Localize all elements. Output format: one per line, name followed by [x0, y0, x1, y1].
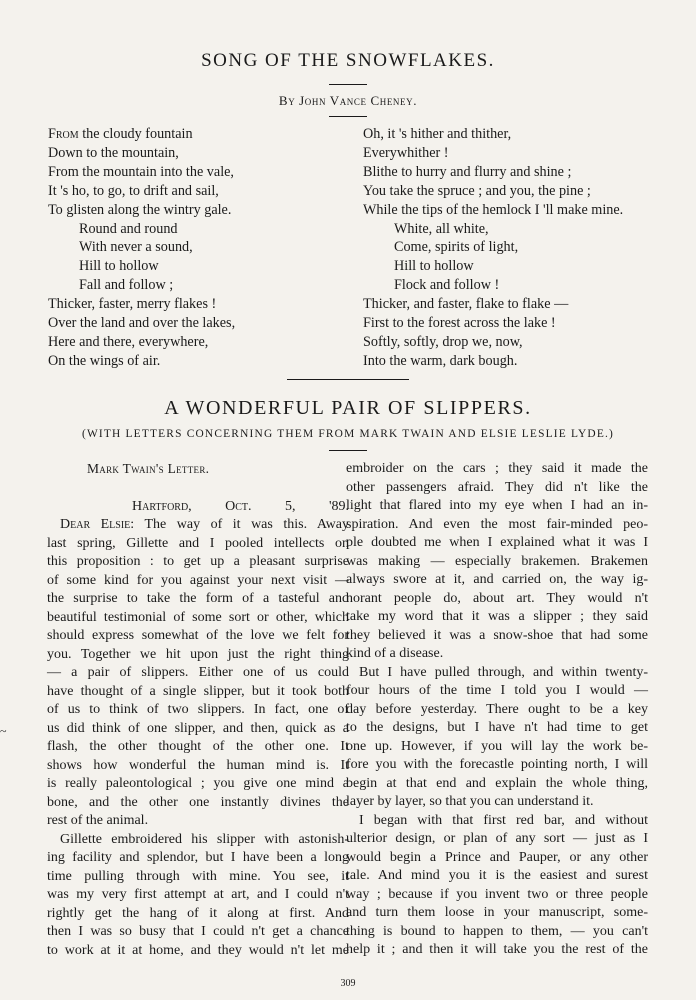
poem-line: Hill to hollow: [79, 258, 159, 275]
poem-line: Oh, it 's hither and thither,: [363, 126, 512, 142]
text-line: they believed it was a snow-shoe that had some: [346, 627, 648, 643]
text-line: rightly get the hang of it along at first. And: [47, 905, 349, 921]
poem-byline: By John Vance Cheney.: [278, 93, 418, 108]
poem-left-stanza: [48, 125, 235, 371]
text-line: have thought of a single slipper, but it took both: [47, 683, 349, 699]
text-line: thing is bound to happen to them, — you can't: [346, 923, 648, 939]
article-right-column: [346, 460, 648, 960]
right-column-text: [346, 460, 648, 960]
text-line: one up. However, if you will lay the work be-: [346, 738, 648, 754]
text-line: flash, the other thought of the other one. It: [47, 739, 349, 754]
poem-line: Down to the mountain,: [48, 144, 179, 161]
poem-line: While the tips of the hemlock I 'll make mine.: [363, 201, 624, 218]
text-line: was my very first attempt at art, and I could n't: [47, 887, 349, 902]
poem-line: Flock and follow !: [394, 277, 500, 294]
poem-line: Blithe to hurry and flurry and shine ;: [363, 163, 572, 180]
text-line: day before yesterday. There ought to be a key: [346, 701, 648, 717]
poem-line: Softly, softly, drop we, now,: [363, 333, 523, 350]
text-line: light that flared into my eye when I had an in-: [346, 498, 648, 513]
text-line: way ; because if you invent two or three people: [346, 886, 648, 902]
poem-line: It 's ho, to go, to drift and sail,: [48, 182, 219, 199]
text-line: ulterior design, or plan of any sort — just as I: [346, 831, 648, 846]
article-left-column: [47, 460, 349, 960]
poem-line: Fall and follow ;: [79, 277, 174, 294]
text-line: you. Together we hit upon just the right thing: [47, 646, 349, 662]
left-column-text: [47, 516, 349, 960]
text-line: ing facility and splendor, but I have been a long: [47, 850, 349, 865]
text-line: help it ; and then it will take you the rest of the: [346, 942, 648, 957]
text-line: bone, and the other one instantly divines the: [47, 794, 349, 810]
text-line: of some kind for you against your next visit —: [47, 572, 349, 588]
text-line: kind of a disease.: [346, 646, 444, 661]
salutation: Dear Elsie: [60, 517, 131, 532]
text-line: embroider on the cars ; they said it made the: [346, 461, 648, 476]
poem-line: Thicker, and faster, flake to flake —: [363, 296, 569, 313]
text-line: four hours of the time I told you I would —: [346, 683, 648, 698]
poem-line: Hill to hollow: [394, 258, 474, 275]
text-line: beautiful testimonial of some sort or other, which: [47, 609, 349, 625]
byline-rule: [329, 116, 367, 117]
poem-line: You take the spruce ; and you, the pine ;: [363, 182, 591, 199]
article-title: A WONDERFUL PAIR OF SLIPPERS.: [164, 397, 532, 419]
text-line: would begin a Prince and Pauper, or any other: [346, 849, 648, 865]
text-line: should express somewhat of the love we felt for: [47, 628, 349, 643]
poem-right-stanza: [363, 125, 623, 371]
text-line: Dear Elsie: The way of it was this. Away: [60, 517, 349, 532]
poem-line: Here and there, everywhere,: [48, 333, 209, 350]
text-line: take my word that it was a slipper ; they said: [346, 609, 648, 624]
text-line: shows how wonderful the human mind is. It: [47, 757, 349, 773]
text-line: to work at it at home, and they would n't let me: [47, 942, 349, 958]
poem-line: First to the forest across the lake !: [363, 315, 556, 332]
text-line: time pulling through with mine. You see, it: [47, 868, 349, 884]
poem-line: With never a sound,: [79, 239, 193, 256]
article-subtitle: (WITH LETTERS CONCERNING THEM FROM MARK TWAIN AND ELSIE LESLIE LYDE.): [81, 428, 615, 440]
text-line: I began with that first red bar, and without: [359, 812, 648, 828]
text-line: other passengers afraid. They did n't like the: [346, 479, 648, 495]
poem-line: To glisten along the wintry gale.: [48, 201, 232, 218]
text-line: ple doubted me when I explained what it was I: [346, 535, 648, 550]
text-line: this proposition : to get up a pleasant surprise: [47, 554, 349, 569]
text-line: then I was so busy that I could n't get a chance: [47, 924, 349, 939]
text-line: of us to think of two slippers. In fact, one of: [47, 702, 349, 717]
section-divider: [287, 379, 409, 380]
text-line: layer by layer, so that you can understand it.: [346, 794, 594, 809]
poem-line: Into the warm, dark bough.: [363, 352, 518, 369]
text-line: fore you with the forecastle pointing north, I will: [346, 757, 648, 772]
poem-title: SONG OF THE SNOWFLAKES.: [201, 50, 495, 71]
poem-line: From the mountain into the vale,: [48, 163, 234, 180]
poem-line: Everywhither !: [363, 144, 449, 161]
poem-line: Thicker, faster, merry flakes !: [48, 296, 217, 313]
text-line: always swore at it, and carried on, the way ig-: [346, 572, 648, 587]
poem-line: From the cloudy fountain: [48, 126, 193, 142]
page-number: 309: [340, 978, 356, 989]
poem-line: Come, spirits of light,: [394, 239, 519, 256]
text-line: last spring, Gillette and I pooled intellects on: [47, 535, 349, 551]
poem-line: On the wings of air.: [48, 352, 161, 369]
text-line: is really paleontological ; you give one mind a: [47, 776, 349, 791]
text-line: the surprise to take the form of a tasteful and: [47, 591, 349, 606]
text-line: tale. And mind you it is the easiest and surest: [346, 868, 648, 883]
text-line: to the designs, but I have n't had time to get: [346, 720, 648, 735]
text-line: and turn them loose in your manuscript, some-: [346, 905, 648, 920]
text-line: But I have pulled through, and within twenty-: [359, 664, 648, 680]
text-line: was making — especially brakemen. Brakemen: [346, 553, 648, 569]
letter-dateline: Hartford, Oct. 5, '89.: [132, 498, 349, 514]
text-line: spiration. And even the most fair-minded peo-: [346, 516, 648, 532]
article-rule: [329, 450, 367, 451]
title-rule: [329, 84, 367, 85]
text-line: norant people do, about art. They would n't: [346, 590, 648, 606]
poem-line: Over the land and over the lakes,: [48, 315, 236, 332]
text-line: us did think of one slipper, and then, quick as a: [47, 720, 349, 736]
poem-line: Round and round: [79, 220, 178, 237]
text-line: Gillette embroidered his slipper with astonish-: [60, 831, 349, 847]
text-line: rest of the animal.: [47, 813, 149, 828]
letter-heading: Mark Twain's Letter.: [87, 461, 210, 476]
text-line: begin at that end and explain the whole thing,: [346, 775, 648, 791]
text-line: — a pair of slippers. Either one of us could: [47, 665, 349, 680]
poem-line: White, all white,: [394, 220, 489, 237]
margin-mark: ~: [0, 724, 7, 738]
